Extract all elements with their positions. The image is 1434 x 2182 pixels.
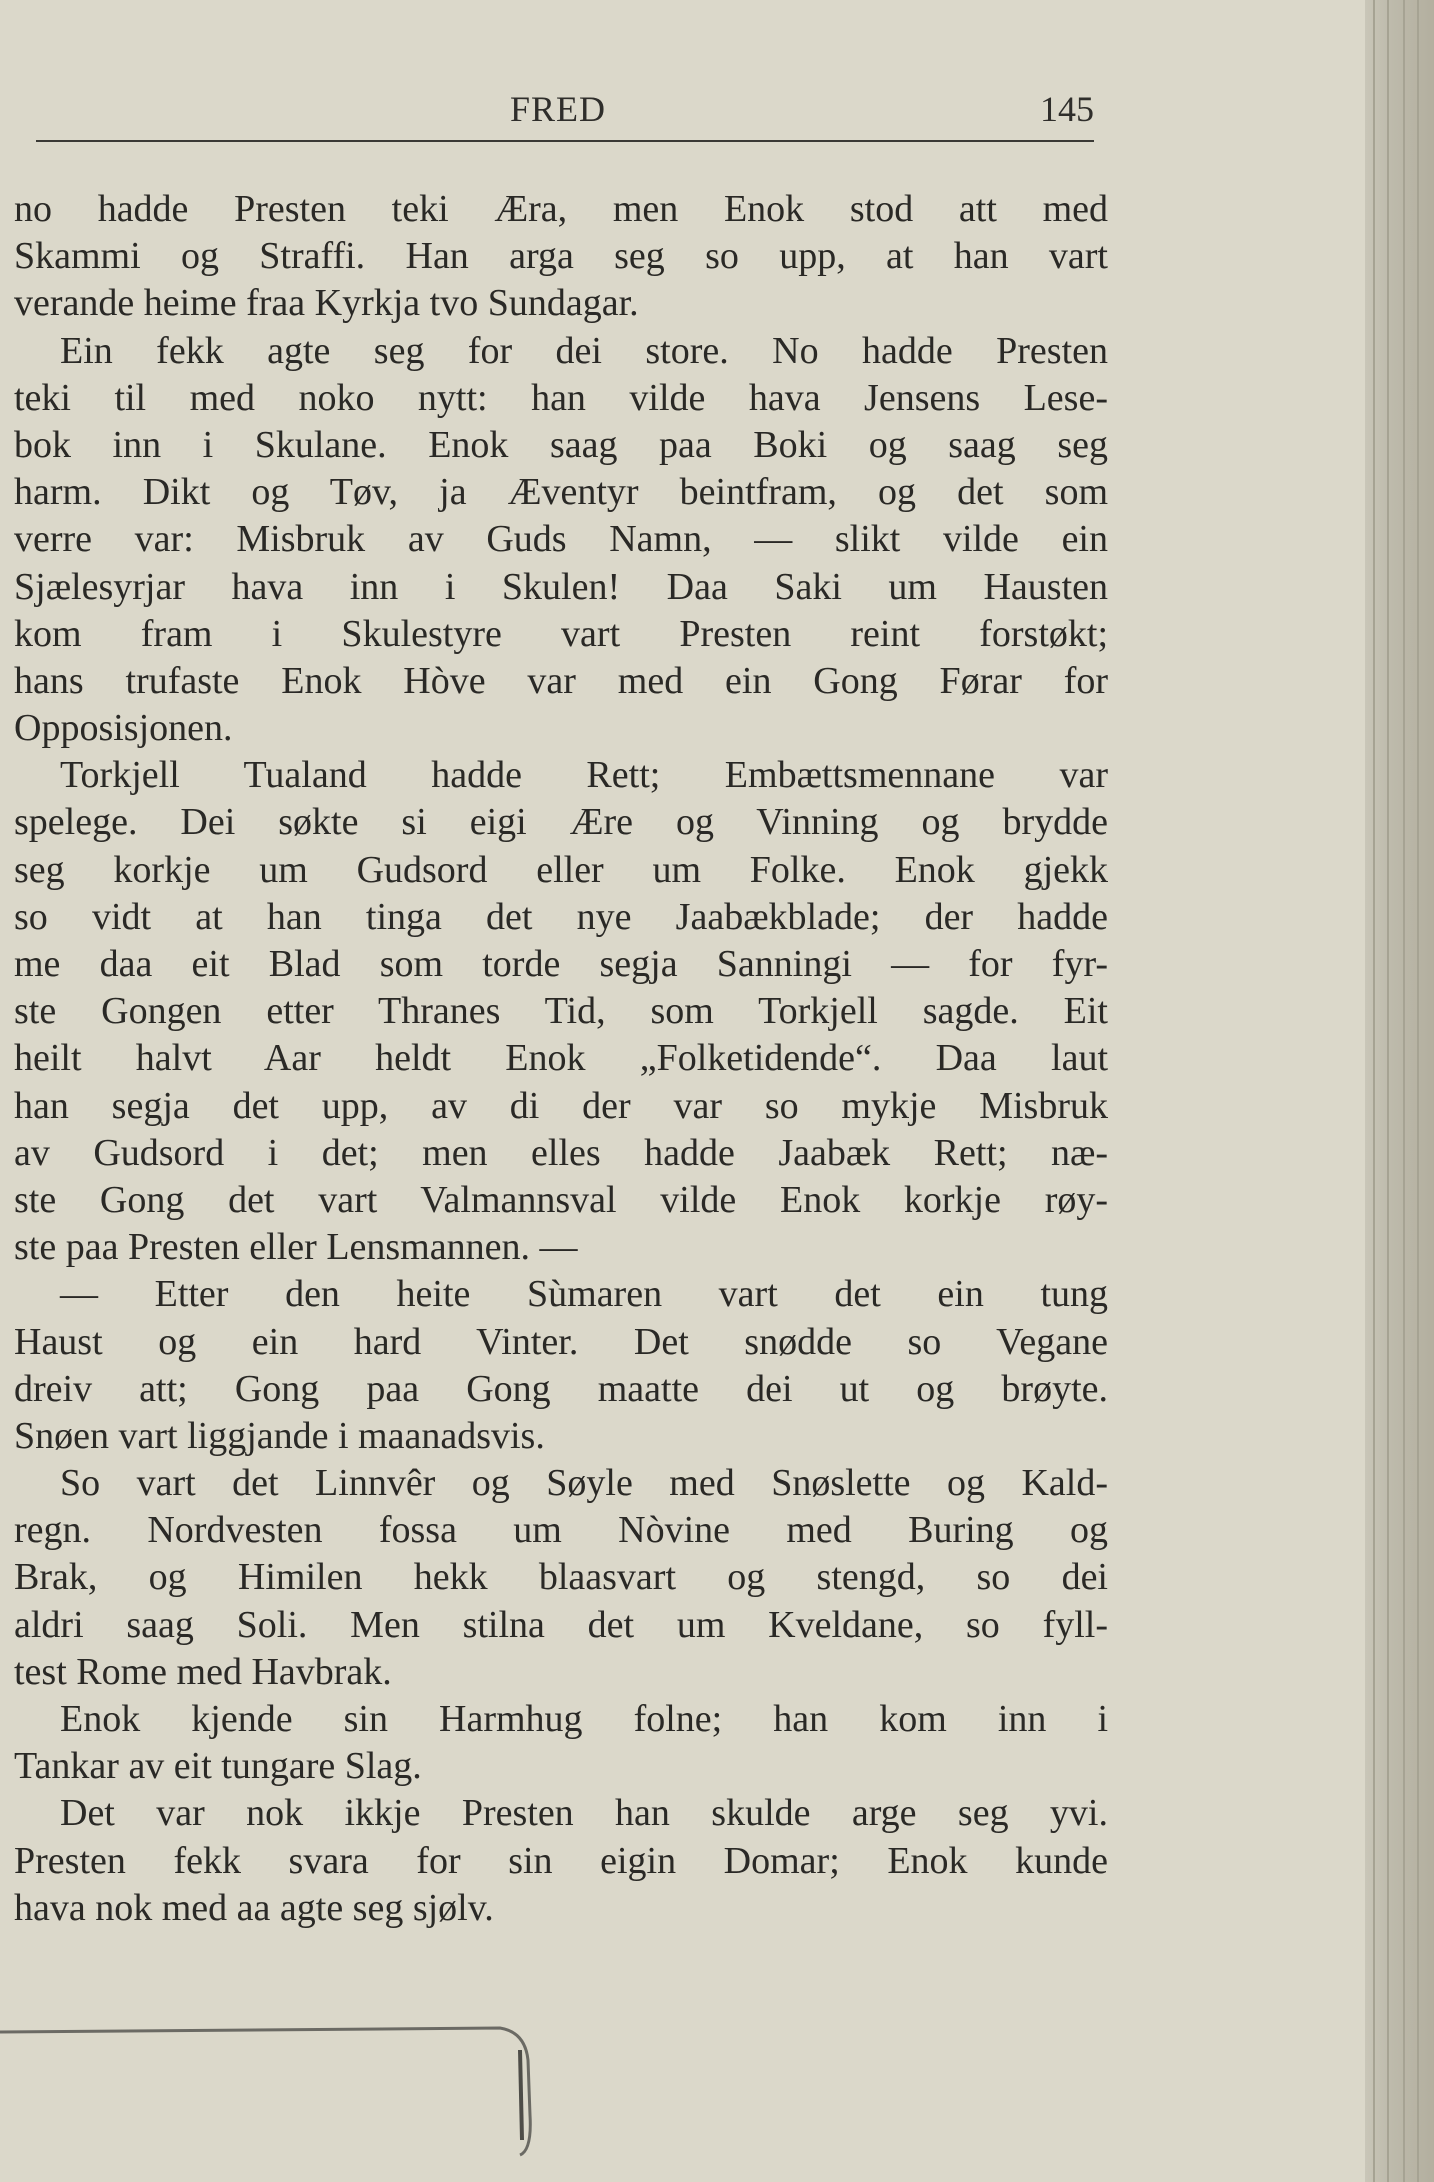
running-title: FRED [510, 89, 607, 129]
text-line: teki til med noko nytt: han vilde hava Jensens Lese- [14, 376, 1108, 419]
text-line: hans trufaste Enok Hòve var med ein Gong Førar for [14, 659, 1108, 702]
text-line: Sjælesyrjar hava inn i Skulen! Daa Saki um Hausten [14, 565, 1108, 608]
text-line: verande heime fraa Kyrkja tvo Sundagar. [14, 282, 639, 325]
header-rule [36, 140, 1094, 142]
text-line: Torkjell Tualand hadde Rett; Embættsmennane var [60, 754, 1108, 797]
text-line: Snøen vart liggjande i maanadsvis. [14, 1414, 545, 1457]
running-header [0, 82, 1094, 132]
text-line: Haust og ein hard Vinter. Det snødde so Vegane [14, 1320, 1108, 1363]
text-line: ste paa Presten eller Lensmannen. — [14, 1226, 578, 1269]
text-line: av Gudsord i det; men elles hadde Jaabæk Rett; næ- [14, 1131, 1108, 1174]
text-line: me daa eit Blad som torde segja Sanningi — for fyr- [14, 943, 1108, 985]
text-line: regn. Nordvesten fossa um Nòvine med Buring og [14, 1509, 1108, 1552]
text-line: Ein fekk agte seg for dei store. No hadde Presten [60, 329, 1108, 372]
text-line: Tankar av eit tungare Slag. [14, 1745, 422, 1788]
text-line: Presten fekk svara for sin eigin Domar; Enok kunde [14, 1839, 1108, 1882]
text-line: Skammi og Straffi. Han arga seg so upp, at han vart [14, 235, 1108, 278]
text-line: aldri saag Soli. Men stilna det um Kveldane, so fyll- [14, 1603, 1108, 1646]
text-line: so vidt at han tinga det nye Jaabækblade; der hadde [14, 895, 1108, 938]
text-line: Enok kjende sin Harmhug folne; han kom inn i [60, 1698, 1108, 1740]
text-line: — Etter den heite Sùmaren vart det ein tung [60, 1273, 1108, 1316]
text-line: seg korkje um Gudsord eller um Folke. Enok gjekk [14, 848, 1108, 891]
body-text [14, 186, 1108, 1932]
page-edge [1365, 0, 1434, 2182]
text-line: Det var nok ikkje Presten han skulde arge seg yvi. [60, 1792, 1108, 1835]
text-line: spelege. Dei søkte si eigi Ære og Vinning og brydde [14, 801, 1108, 844]
text-line: no hadde Presten teki Æra, men Enok stod att med [14, 188, 1108, 230]
text-line: dreiv att; Gong paa Gong maatte dei ut og brøyte. [14, 1367, 1108, 1410]
text-line: kom fram i Skulestyre vart Presten reint forstøkt; [14, 612, 1108, 655]
text-line: test Rome med Havbrak. [14, 1650, 392, 1693]
text-line: So vart det Linnvêr og Søyle med Snøslette og Kald- [60, 1462, 1108, 1505]
text-line: heilt halvt Aar heldt Enok „Folketidende“. Daa laut [14, 1037, 1108, 1080]
text-line: bok inn i Skulane. Enok saag paa Boki og saag seg [14, 423, 1108, 466]
text-line: ste Gong det vart Valmannsval vilde Enok korkje røy- [14, 1178, 1108, 1221]
text-line: harm. Dikt og Tøv, ja Æventyr beintfram, og det som [14, 471, 1108, 514]
text-line: ste Gongen etter Thranes Tid, som Torkjell sagde. Eit [14, 990, 1108, 1033]
page-number: 145 [1040, 89, 1094, 129]
text-line: han segja det upp, av di der var so mykje Misbruk [14, 1084, 1108, 1127]
text-line: verre var: Misbruk av Guds Namn, — slikt vilde ein [14, 518, 1108, 561]
text-line: Opposisjonen. [14, 707, 233, 750]
library-stamp [0, 2020, 540, 2160]
text-line: Brak, og Himilen hekk blaasvart og stengd, so dei [14, 1556, 1108, 1599]
text-line: hava nok med aa agte seg sjølv. [14, 1886, 494, 1929]
